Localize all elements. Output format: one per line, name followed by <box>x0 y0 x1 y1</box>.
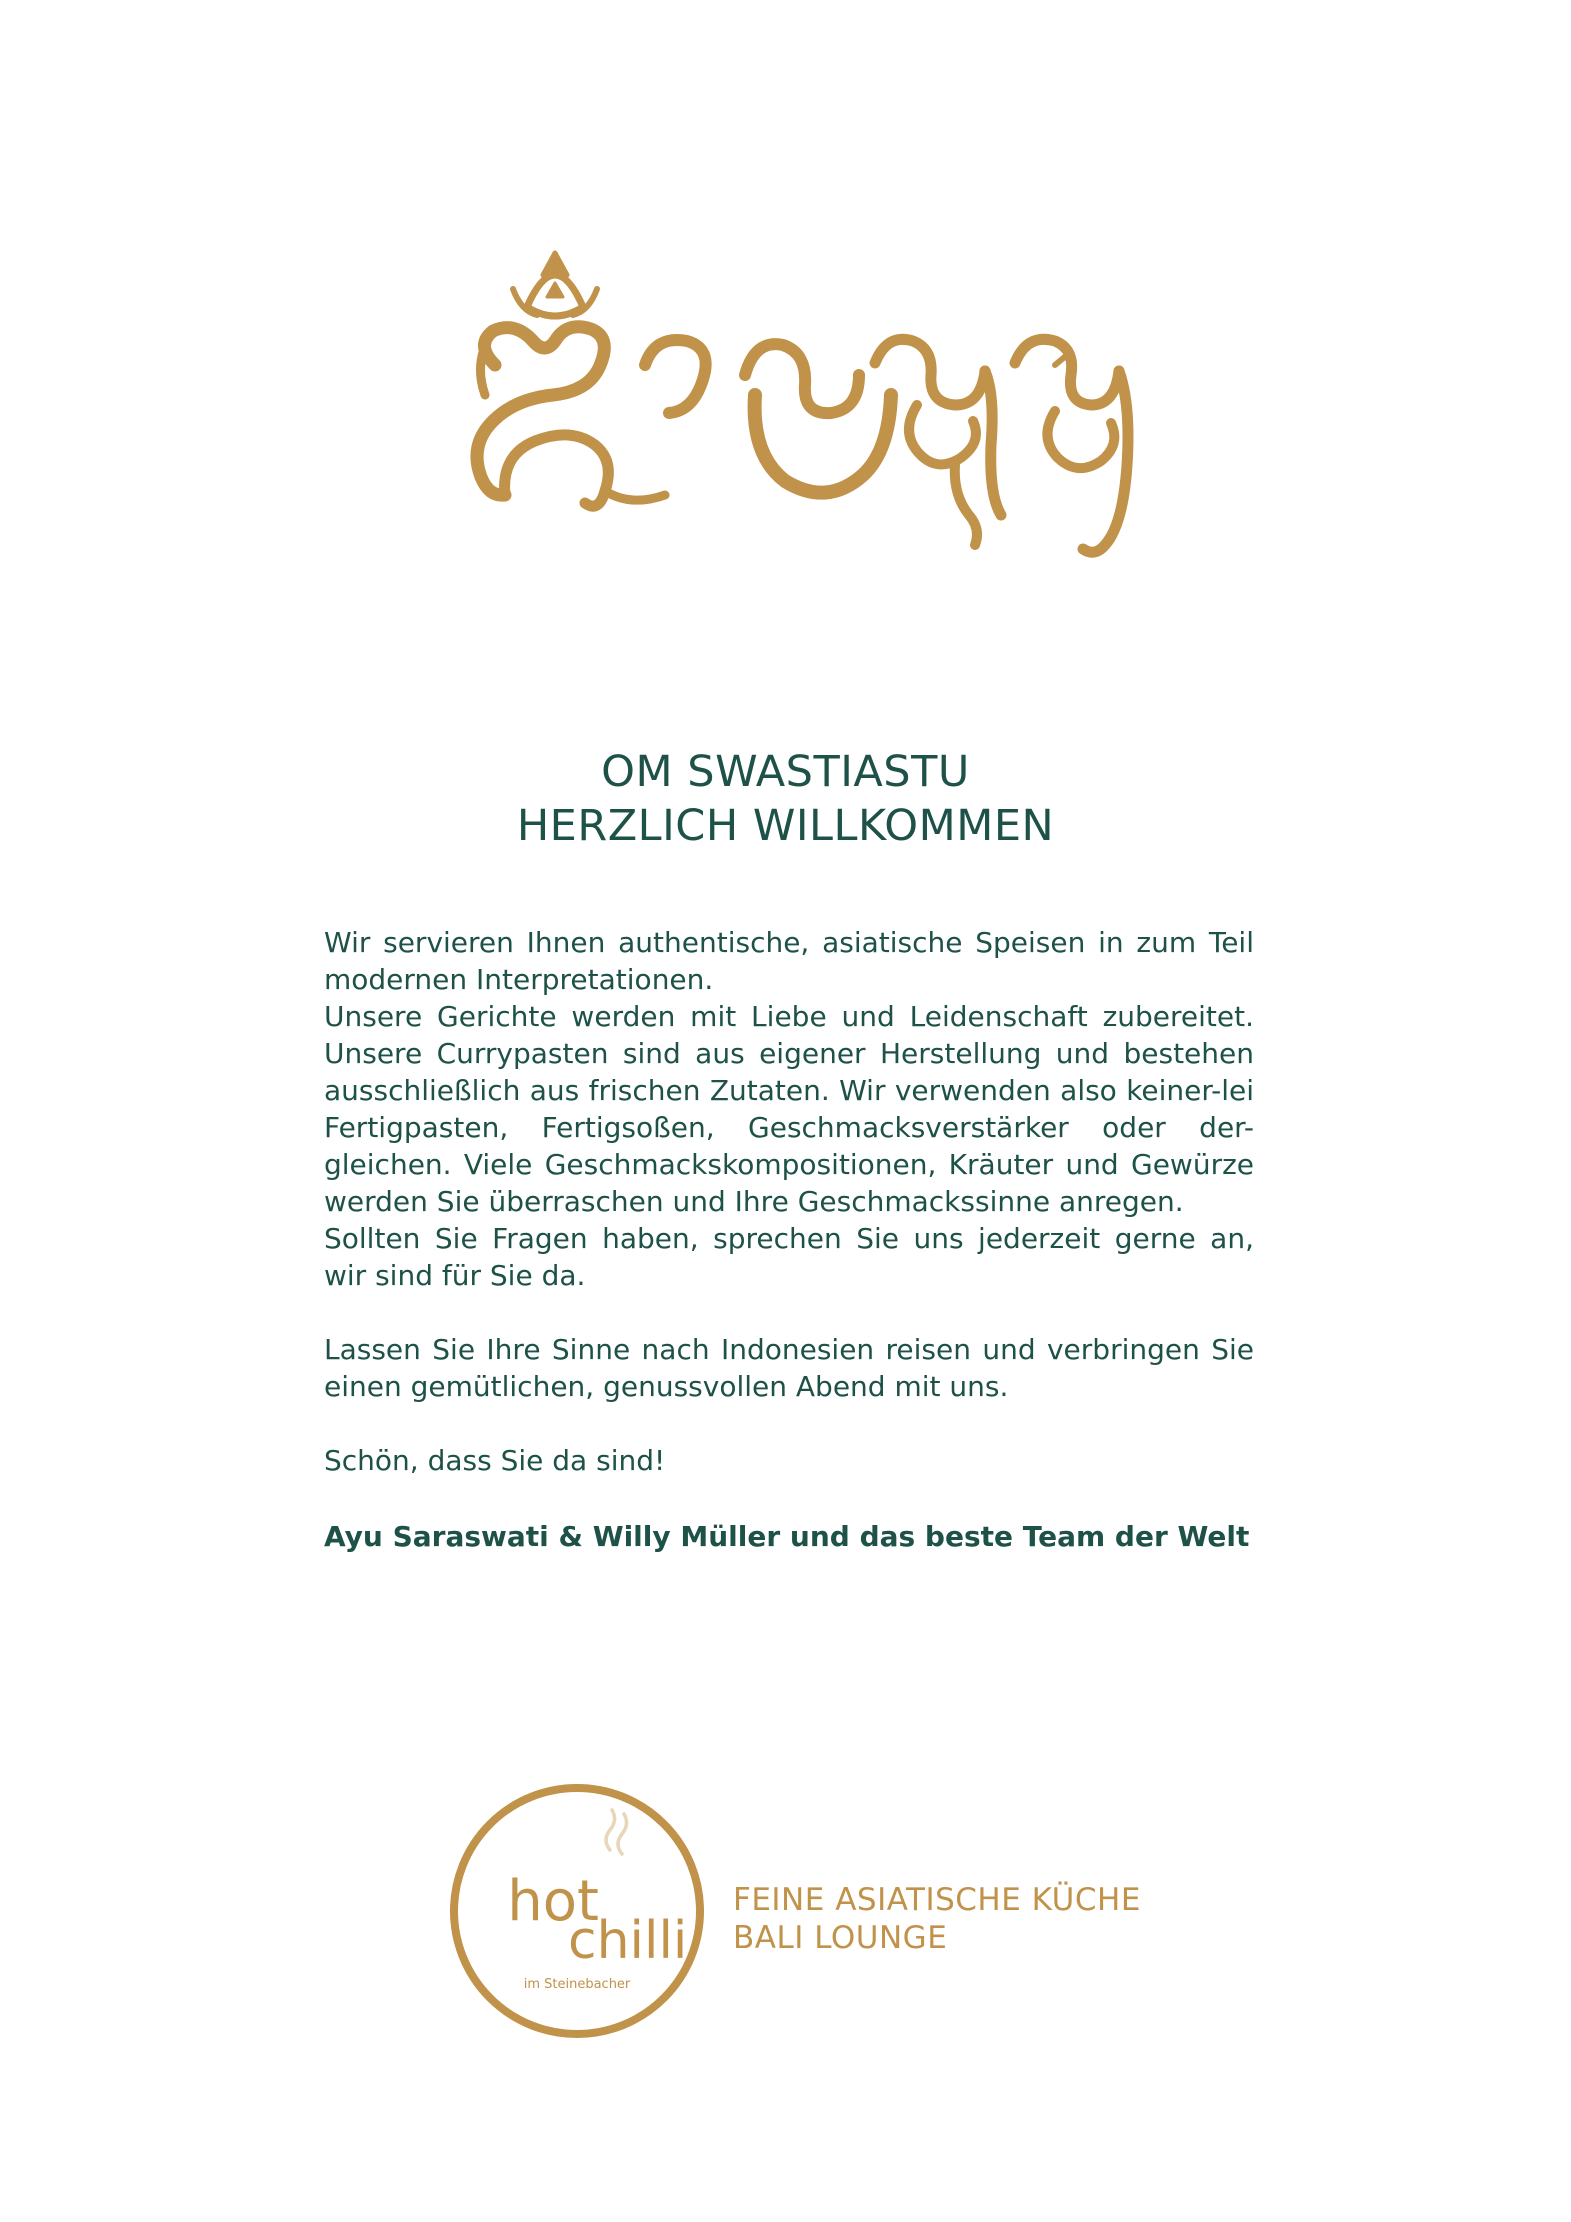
intro-paragraph-3: Schön, dass Sie da sind! <box>324 1444 666 1477</box>
tagline-line-2: BALI LOUNGE <box>733 1920 948 1956</box>
logo-word-chilli: chilli <box>568 1911 688 1971</box>
intro-text-3: Sollten Sie Fragen haben, sprechen Sie uns jederzeit gerne an, wir sind für Sie da. <box>324 1222 1254 1292</box>
tagline-line-1: FEINE ASIATISCHE KÜCHE <box>733 1882 1141 1918</box>
heading-line-2: HERZLICH WILLKOMMEN <box>516 801 1055 851</box>
intro-text-1: Wir servieren Ihnen authentische, asiatische Speisen in zum Teil modernen Interpretationen. <box>324 926 1254 996</box>
owner-signature: Ayu Saraswati & Willy Müller und das beste Team der Welt <box>324 1520 1250 1553</box>
hot-chilli-logo <box>446 1780 708 2042</box>
restaurant-tagline <box>733 1881 1141 1957</box>
logo-word-hot: hot <box>507 1869 599 1934</box>
intro-text-2: Unsere Gerichte werden mit Liebe und Leidenschaft zubereitet. Unsere Currypasten sind aus eigener Herstellung und bestehen ausschließlich aus frischen Zutaten. Wir verwenden also keiner-lei Fertigpasten, Fertigsoßen, Geschmacksverstärker oder der-gleichen. Viele Geschmackskompositionen, Kräuter und Gewürze werden Sie überraschen und Ihre Geschmackssinne anregen. <box>324 1000 1254 1218</box>
welcome-heading <box>0 745 1571 853</box>
balinese-script-logo <box>455 245 1135 590</box>
heading-line-1: OM SWASTIASTU <box>601 747 970 797</box>
intro-paragraph-2: Lassen Sie Ihre Sinne nach Indonesien reisen und verbringen Sie einen gemütlichen, genussvollen Abend mit uns. <box>324 1333 1254 1403</box>
intro-paragraph-1 <box>324 924 1254 1294</box>
welcome-body <box>324 924 1254 1479</box>
logo-location: im Steinebacher <box>523 1977 631 1992</box>
